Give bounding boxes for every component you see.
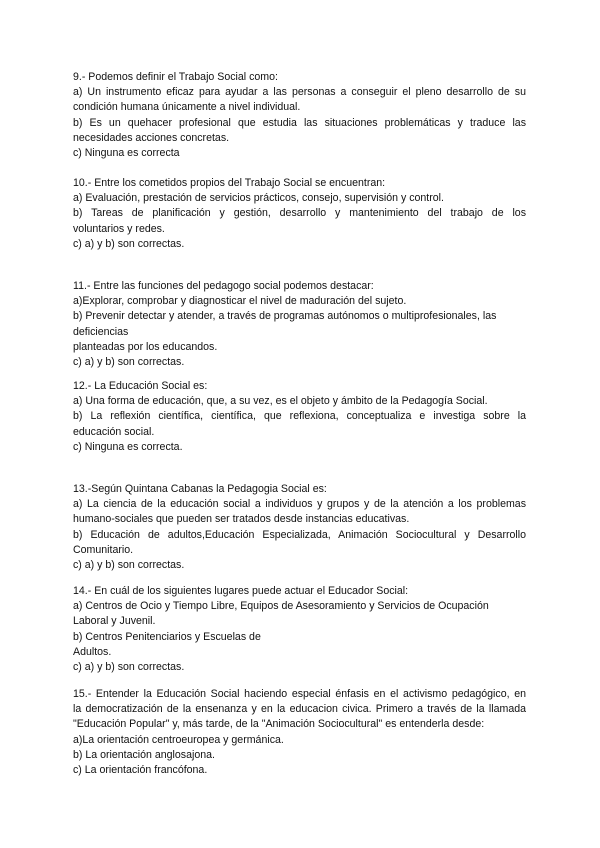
question-11-option-a: a)Explorar, comprobar y diagnosticar el nivel de maduración del sujeto. [73, 295, 407, 308]
question-13-option-b-cont: Comunitario. [73, 543, 134, 556]
question-15-title-cont2: "Educación Popular" y, más tarde, de la "Animación Sociocultural" es entenderla desde: [73, 718, 485, 731]
question-9-option-a: a) Un instrumento eficaz para ayudar a las personas a conseguir el pleno desarrollo de su [73, 86, 526, 99]
question-14 [73, 584, 526, 675]
question-11-option-b-cont2: planteadas por los educandos. [73, 340, 218, 353]
question-9-option-b-cont: necesidades acciones concretas. [73, 131, 230, 144]
question-15-option-a: a)La orientación centroeuropea y germánica. [73, 733, 284, 746]
question-10-option-c: c) a) y b) son correctas. [73, 237, 185, 250]
question-12-option-b: b) La reflexión científica, científica, que reflexiona, conceptualiza e investiga sobre la [73, 410, 526, 423]
question-15-option-c: c) La orientación francófona. [73, 764, 208, 777]
question-15-title: 15.- Entender la Educación Social haciendo especial énfasis en el activismo pedagógico, en [73, 688, 526, 700]
question-10 [73, 176, 526, 252]
question-10-option-a: a) Evaluación, prestación de servicios prácticos, consejo, supervisión y control. [73, 192, 444, 205]
question-11-option-b-cont: deficiencias [73, 325, 129, 338]
question-13-option-c: c) a) y b) son correctas. [73, 559, 185, 572]
question-13-title: 13.-Según Quintana Cabanas la Pedagogia Social es: [73, 483, 327, 495]
question-11 [73, 279, 526, 370]
question-9-option-c: c) Ninguna es correcta [73, 147, 180, 160]
question-11-title: 11.- Entre las funciones del pedagogo social podemos destacar: [73, 280, 374, 292]
question-12-option-c: c) Ninguna es correcta. [73, 440, 183, 453]
question-12 [73, 379, 526, 455]
question-13-option-b: b) Educación de adultos,Educación Especializada, Animación Sociocultural y Desarrollo [73, 528, 526, 541]
question-14-option-c: c) a) y b) son correctas. [73, 661, 185, 674]
question-10-option-b-cont: voluntarios y redes. [73, 222, 165, 235]
question-14-option-b-cont: Adultos. [73, 645, 112, 658]
question-12-title: 12.- La Educación Social es: [73, 380, 208, 392]
question-9-option-a-cont: condición humana únicamente a nivel individual. [73, 101, 301, 114]
question-14-title: 14.- En cuál de los siguientes lugares puede actuar el Educador Social: [73, 585, 409, 597]
question-9 [73, 70, 526, 161]
question-14-option-a-cont: Laboral y Juvenil. [73, 615, 156, 628]
question-14-option-a: a) Centros de Ocio y Tiempo Libre, Equipos de Asesoramiento y Servicios de Ocupación [73, 600, 489, 613]
question-11-option-b: b) Prevenir detectar y atender, a través de programas autónomos o multiprofesionales, las [73, 310, 497, 323]
question-13 [73, 482, 526, 573]
question-10-title: 10.- Entre los cometidos propios del Trabajo Social se encuentran: [73, 177, 386, 189]
question-9-title: 9.- Podemos definir el Trabajo Social como: [73, 71, 278, 83]
question-15-title-cont: la democratización de la ensenanza y en la educacion civica. Primero a través de la llamada [73, 703, 526, 716]
question-12-option-b-cont: educación social. [73, 425, 155, 438]
question-15 [73, 687, 526, 778]
question-9-option-b: b) Es un quehacer profesional que estudia las situaciones problemáticas y traduce las [73, 116, 526, 129]
question-10-option-b: b) Tareas de planificación y gestión, desarrollo y mantenimiento del trabajo de los [73, 207, 526, 220]
question-13-option-a-cont: humano-sociales que pueden ser tratados desde instancias educativas. [73, 513, 410, 526]
question-13-option-a: a) La ciencia de la educación social a individuos y grupos y de la atención a los problemas [73, 498, 526, 511]
question-12-option-a: a) Una forma de educación, que, a su vez, es el objeto y ámbito de la Pedagogía Social. [73, 395, 488, 408]
question-11-option-c: c) a) y b) son correctas. [73, 356, 185, 369]
question-14-option-b: b) Centros Penitenciarios y Escuelas de [73, 630, 261, 643]
question-15-option-b: b) La orientación anglosajona. [73, 748, 215, 761]
